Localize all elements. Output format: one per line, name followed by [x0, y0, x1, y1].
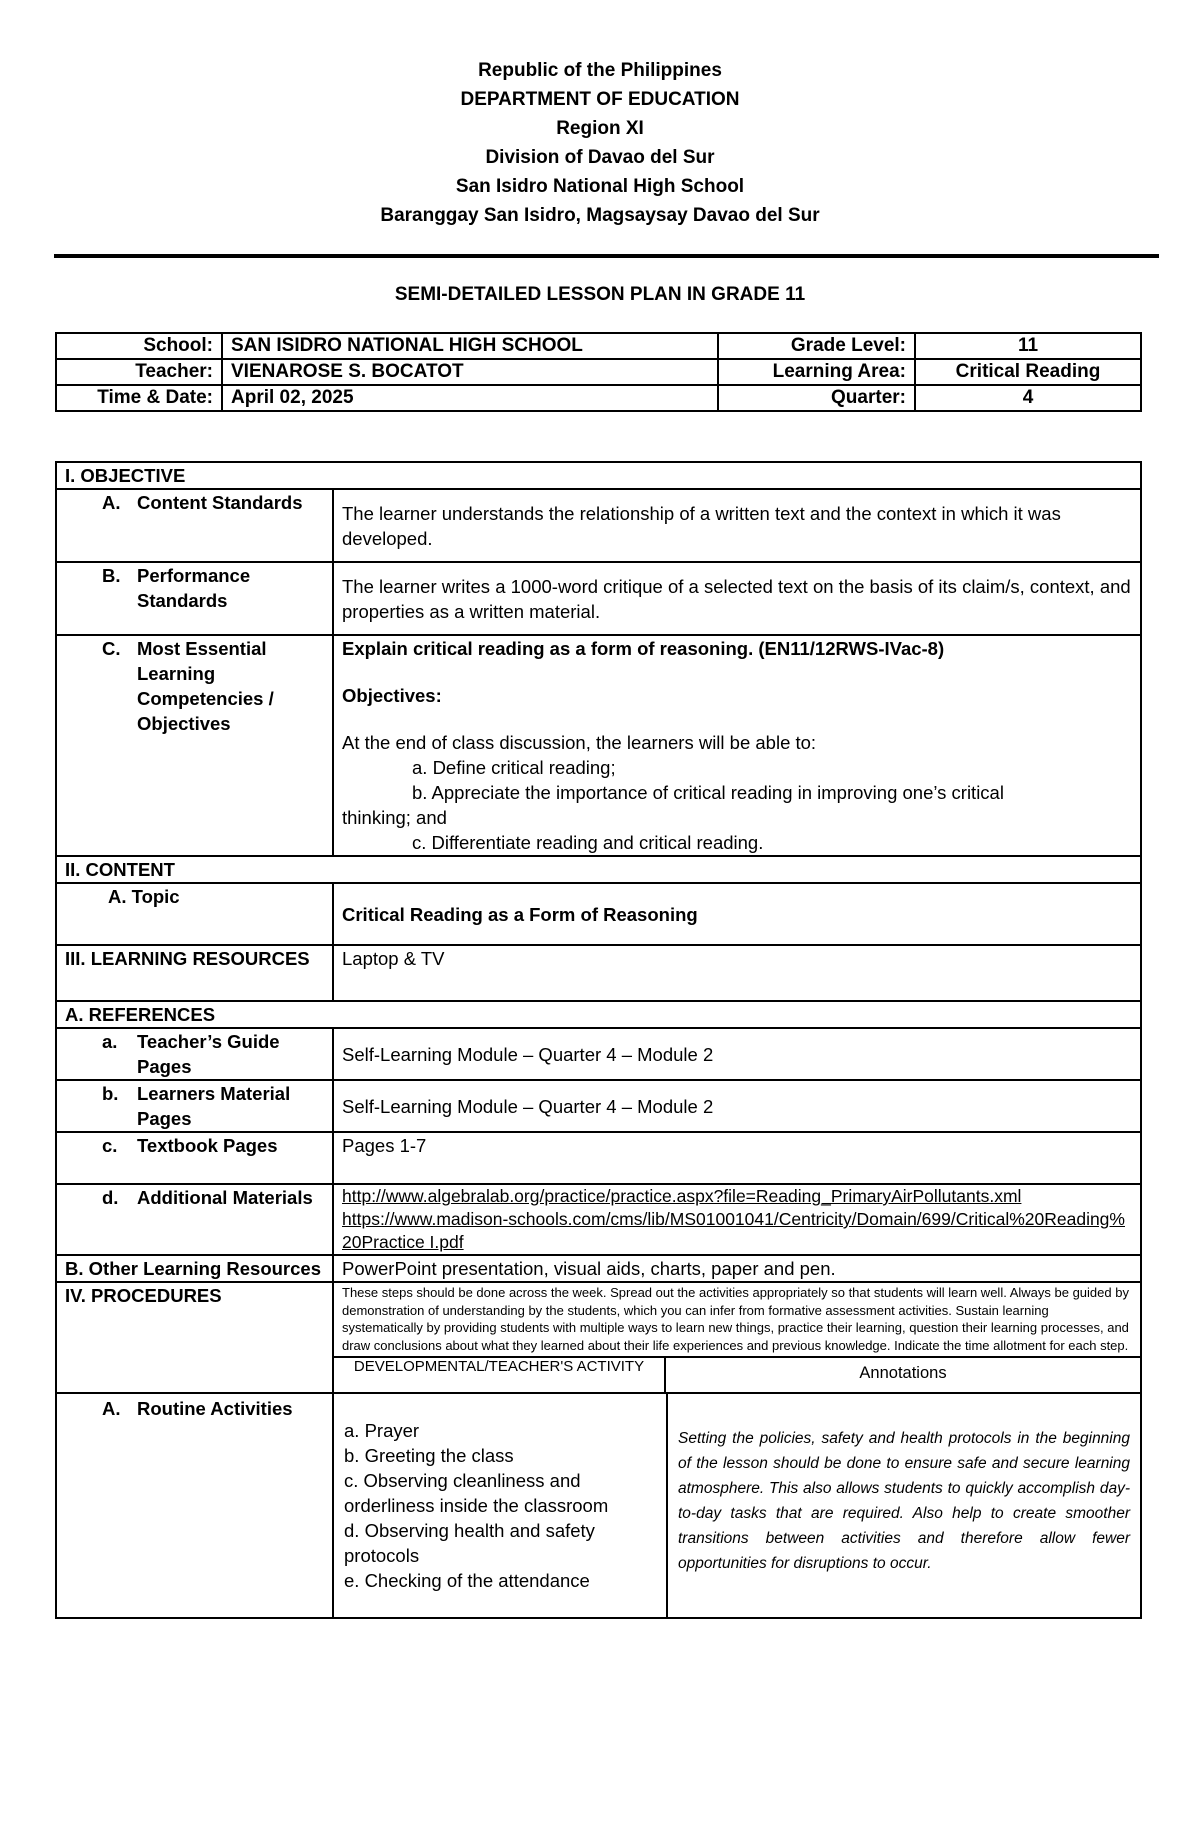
- section-content: [56, 856, 1141, 883]
- letterhead-line: San Isidro National High School: [455, 176, 745, 197]
- routine-item: e. Checking of the attendance: [344, 1570, 590, 1591]
- objective-item: a. Define critical reading;: [412, 757, 616, 778]
- routine-annotation: Setting the policies, safety and health protocols in the beginning of the lesson should be done to ensure safe and secure learning atmosphere. This also allows students to quickly accomplish day-to-day tasks that are required. Also help to create smoother transitions between activities and therefore allow fewer opportunities for disruptions to occur.: [678, 1430, 1130, 1572]
- melc-text: Explain critical reading as a form of reasoning. (EN11/12RWS-IVac-8): [342, 638, 945, 659]
- section-objective: [56, 462, 1141, 489]
- topic-row: [56, 883, 1141, 945]
- procedures-header: [334, 1356, 1140, 1392]
- routine-item: d. Observing health and safety protocols: [344, 1520, 595, 1566]
- school-value: SAN ISIDRO NATIONAL HIGH SCHOOL: [222, 333, 718, 359]
- section-heading: IV. PROCEDURES: [56, 1282, 333, 1393]
- reference-link[interactable]: https://www.madison-schools.com/cms/lib/MS01001041/Centricity/Domain/699/Critical%20Reading%20Practice I.pdf: [342, 1209, 1125, 1252]
- procedures-note: These steps should be done across the week. Spread out the activities appropriately so that students will learn well. Always be guided by demonstration of understanding by the students, which you can infer from formative assessment activities. Sustain learning systematically by providing students with multiple ways to learn new things, practice their learning, question their learning processes, and draw conclusions about what they learned about their life experiences and previous knowledge. Indicate the time allotment for each step.: [342, 1285, 1129, 1353]
- routine-activities-list: [334, 1394, 667, 1617]
- content-standards-row: [56, 489, 1141, 562]
- row-label: a. Teacher’s Guide Pages: [56, 1028, 333, 1080]
- row-label: III. LEARNING RESOURCES: [56, 945, 333, 1001]
- competencies-row: [56, 635, 1141, 856]
- row-label: b. Learners Material Pages: [56, 1080, 333, 1132]
- row-label: C. Most Essential Learning Competencies / Objectives: [56, 635, 333, 856]
- reference-row: [56, 1184, 1141, 1255]
- objective-item: thinking; and: [342, 807, 447, 828]
- procedures-row: [56, 1282, 1141, 1393]
- quarter-label: Quarter:: [718, 385, 915, 411]
- area-value: Critical Reading: [915, 359, 1141, 385]
- row-label: A. Content Standards: [56, 489, 333, 562]
- grade-value: 11: [915, 333, 1141, 359]
- learning-resources-text: Laptop & TV: [333, 945, 1141, 1001]
- teacher-value: VIENAROSE S. BOCATOT: [222, 359, 718, 385]
- lesson-plan-table: [55, 461, 1142, 1619]
- other-resources-row: [56, 1255, 1141, 1282]
- activity-column-header: DEVELOPMENTAL/TEACHER'S ACTIVITY: [334, 1357, 665, 1392]
- content-standards-text: The learner understands the relationship of a written text and the context in which it was developed.: [333, 489, 1141, 562]
- additional-materials-cell: [333, 1184, 1141, 1255]
- section-heading: II. CONTENT: [56, 856, 1141, 883]
- row-label: d. Additional Materials: [56, 1184, 333, 1255]
- section-heading: I. OBJECTIVE: [56, 462, 1141, 489]
- reference-row: [56, 1080, 1141, 1132]
- info-row: [56, 385, 1141, 411]
- info-table: [55, 332, 1142, 412]
- time-value: April 02, 2025: [222, 385, 718, 411]
- letterhead-line: Baranggay San Isidro, Magsaysay Davao del Sur: [380, 205, 820, 226]
- letterhead-line: Republic of the Philippines: [478, 60, 722, 81]
- time-label: Time & Date:: [56, 385, 222, 411]
- objectives-heading: Objectives:: [342, 685, 442, 706]
- row-label: B. Other Learning Resources: [56, 1255, 333, 1282]
- plan-title: SEMI-DETAILED LESSON PLAN IN GRADE 11: [394, 284, 806, 305]
- objective-item: b. Appreciate the importance of critical reading in improving one’s critical: [412, 782, 1004, 803]
- performance-standards-text: The learner writes a 1000-word critique of a selected text on the basis of its claim/s, context, and properties as a written material.: [333, 562, 1141, 635]
- routine-item: a. Prayer: [344, 1420, 420, 1441]
- routine-item: b. Greeting the class: [344, 1445, 514, 1466]
- letterhead-line: Region XI: [556, 118, 644, 139]
- reference-value: Pages 1-7: [333, 1132, 1141, 1184]
- grade-label: Grade Level:: [718, 333, 915, 359]
- info-row: [56, 333, 1141, 359]
- letterhead-line: DEPARTMENT OF EDUCATION: [460, 89, 740, 110]
- reference-row: [56, 1132, 1141, 1184]
- area-label: Learning Area:: [718, 359, 915, 385]
- reference-link[interactable]: http://www.algebralab.org/practice/practice.aspx?file=Reading_PrimaryAirPollutants.xml: [342, 1186, 1022, 1206]
- school-label: School:: [56, 333, 222, 359]
- topic-text: Critical Reading as a Form of Reasoning: [333, 883, 1141, 945]
- performance-standards-row: [56, 562, 1141, 635]
- procedures-cell: [333, 1282, 1141, 1393]
- teacher-label: Teacher:: [56, 359, 222, 385]
- reference-row: [56, 1028, 1141, 1080]
- letterhead: [0, 56, 1200, 230]
- learning-resources-row: [56, 945, 1141, 1001]
- row-label: A. Routine Activities: [56, 1393, 333, 1618]
- section-heading: A. REFERENCES: [56, 1001, 1141, 1028]
- letterhead-line: Division of Davao del Sur: [485, 147, 715, 168]
- row-label: B. Performance Standards: [56, 562, 333, 635]
- references-heading-row: [56, 1001, 1141, 1028]
- reference-value: Self-Learning Module – Quarter 4 – Module 2: [333, 1028, 1141, 1080]
- other-resources-text: PowerPoint presentation, visual aids, charts, paper and pen.: [333, 1255, 1141, 1282]
- annotations-column-header: Annotations: [665, 1357, 1140, 1392]
- objective-item: c. Differentiate reading and critical reading.: [412, 832, 764, 853]
- quarter-value: 4: [915, 385, 1141, 411]
- routine-activities-cell: [333, 1393, 1141, 1618]
- header-divider: [54, 254, 1159, 258]
- row-label: c. Textbook Pages: [56, 1132, 333, 1184]
- routine-activities-row: [56, 1393, 1141, 1618]
- info-row: [56, 359, 1141, 385]
- row-label: A. Topic: [56, 883, 333, 945]
- objectives-intro: At the end of class discussion, the learners will be able to:: [342, 732, 817, 753]
- competencies-cell: [333, 635, 1141, 856]
- routine-item: c. Observing cleanliness and orderliness inside the classroom: [344, 1470, 609, 1516]
- reference-value: Self-Learning Module – Quarter 4 – Module 2: [333, 1080, 1141, 1132]
